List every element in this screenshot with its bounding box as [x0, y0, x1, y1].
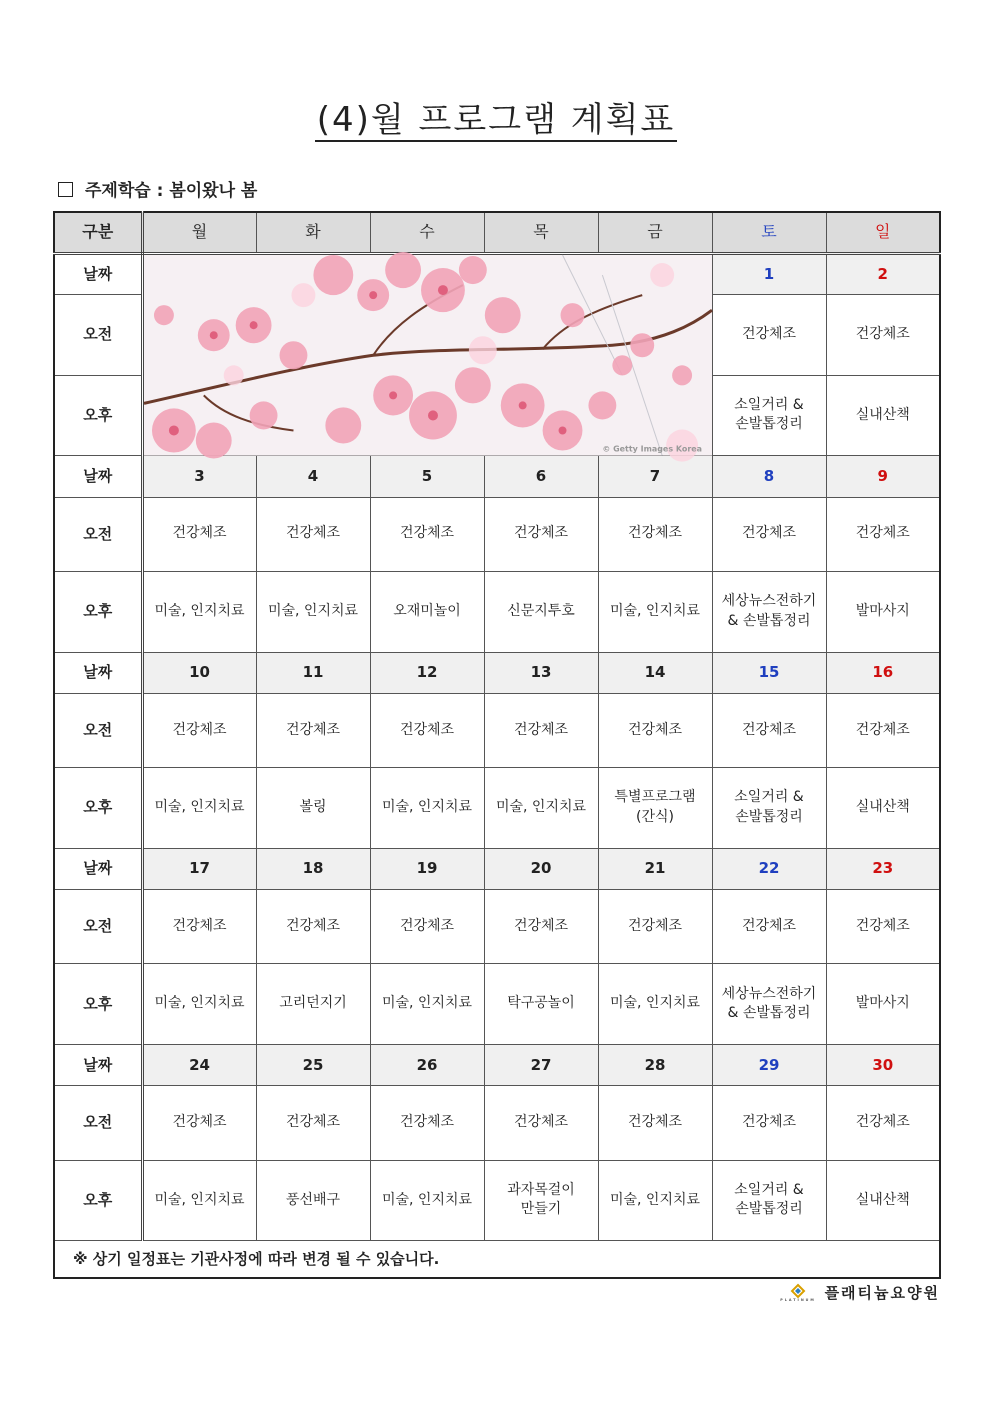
- morning-activity: 건강체조: [598, 889, 712, 963]
- schedule-note: ※ 상기 일정표는 기관사정에 따라 변경 될 수 있습니다.: [54, 1241, 940, 1278]
- date-cell: 4: [256, 456, 370, 497]
- morning-row: [54, 497, 940, 571]
- date-cell: 11: [256, 652, 370, 693]
- row-label-afternoon: 오후: [54, 1160, 142, 1241]
- afternoon-activity: 소일거리 & 손발톱정리: [712, 768, 826, 849]
- row-label-date: 날짜: [54, 652, 142, 693]
- date-cell: 12: [370, 652, 484, 693]
- date-cell: 7: [598, 456, 712, 497]
- date-cell: 10: [142, 652, 256, 693]
- afternoon-activity: 풍선배구: [256, 1160, 370, 1241]
- morning-row: [54, 1086, 940, 1160]
- afternoon-activity: 볼링: [256, 768, 370, 849]
- afternoon-row: [54, 1160, 940, 1241]
- afternoon-activity: 미술, 인지치료: [598, 572, 712, 653]
- afternoon-row: [54, 572, 940, 653]
- morning-activity: 건강체조: [712, 497, 826, 571]
- checkbox-square-icon: [58, 182, 73, 197]
- morning-activity: 건강체조: [370, 497, 484, 571]
- date-cell: 8: [712, 456, 826, 497]
- afternoon-activity: 오재미놀이: [370, 572, 484, 653]
- afternoon-activity: 미술, 인지치료: [370, 964, 484, 1045]
- morning-row: [54, 889, 940, 963]
- morning-activity: 건강체조: [142, 889, 256, 963]
- afternoon-activity: 과자목걸이 만들기: [484, 1160, 598, 1241]
- row-label-date: 날짜: [54, 1044, 142, 1085]
- afternoon-activity: 미술, 인지치료: [370, 768, 484, 849]
- afternoon-activity: 소일거리 & 손발톱정리: [712, 375, 826, 456]
- row-label-date: 날짜: [54, 253, 142, 294]
- morning-activity: 건강체조: [826, 295, 940, 376]
- row-label-afternoon: 오후: [54, 768, 142, 849]
- date-cell: 22: [712, 848, 826, 889]
- morning-activity: 건강체조: [598, 693, 712, 767]
- afternoon-activity: 소일거리 & 손발톱정리: [712, 1160, 826, 1241]
- morning-activity: 건강체조: [484, 889, 598, 963]
- morning-activity: 건강체조: [712, 295, 826, 376]
- date-cell: 24: [142, 1044, 256, 1085]
- footer: [779, 1282, 940, 1303]
- morning-activity: 건강체조: [256, 497, 370, 571]
- afternoon-activity: 미술, 인지치료: [142, 572, 256, 653]
- morning-activity: 건강체조: [484, 1086, 598, 1160]
- afternoon-row: [54, 964, 940, 1045]
- morning-activity: 건강체조: [484, 497, 598, 571]
- date-cell: 3: [142, 456, 256, 497]
- afternoon-activity: 미술, 인지치료: [598, 1160, 712, 1241]
- date-cell: 17: [142, 848, 256, 889]
- afternoon-activity: 미술, 인지치료: [370, 1160, 484, 1241]
- afternoon-activity: 실내산책: [826, 768, 940, 849]
- header-row: [54, 212, 940, 253]
- afternoon-activity: 특별프로그램 (간식): [598, 768, 712, 849]
- day-header: 화: [256, 212, 370, 253]
- date-cell: 16: [826, 652, 940, 693]
- row-label-morning: 오전: [54, 1086, 142, 1160]
- morning-activity: 건강체조: [826, 693, 940, 767]
- afternoon-activity: 세상뉴스전하기 & 손발톱정리: [712, 964, 826, 1045]
- date-cell: 20: [484, 848, 598, 889]
- day-header: 월: [142, 212, 256, 253]
- morning-activity: 건강체조: [484, 693, 598, 767]
- morning-activity: 건강체조: [826, 497, 940, 571]
- subject-text: 주제학습 : 봄이왔나 봄: [85, 181, 258, 201]
- date-cell: 30: [826, 1044, 940, 1085]
- day-header: 일: [826, 212, 940, 253]
- afternoon-activity: 미술, 인지치료: [484, 768, 598, 849]
- afternoon-activity: 발마사지: [826, 572, 940, 653]
- afternoon-activity: 미술, 인지치료: [598, 964, 712, 1045]
- morning-activity: 건강체조: [370, 1086, 484, 1160]
- note-row: [54, 1241, 940, 1278]
- row-label-morning: 오전: [54, 889, 142, 963]
- date-cell: 19: [370, 848, 484, 889]
- date-row: [54, 253, 940, 294]
- cherry-blossom-image-icon: [144, 255, 712, 456]
- afternoon-activity: 세상뉴스전하기 & 손발톱정리: [712, 572, 826, 653]
- svg-text:PLATINUM: PLATINUM: [779, 1297, 816, 1302]
- morning-activity: 건강체조: [598, 1086, 712, 1160]
- morning-activity: 건강체조: [256, 693, 370, 767]
- row-label-date: 날짜: [54, 848, 142, 889]
- row-label-afternoon: 오후: [54, 964, 142, 1045]
- svg-text:© Getty Images Korea: © Getty Images Korea: [601, 444, 702, 454]
- afternoon-activity: 실내산책: [826, 1160, 940, 1241]
- row-label-morning: 오전: [54, 693, 142, 767]
- morning-activity: 건강체조: [256, 889, 370, 963]
- morning-activity: 건강체조: [142, 497, 256, 571]
- row-label-date: 날짜: [54, 456, 142, 497]
- header-label: 구분: [54, 212, 142, 253]
- morning-activity: 건강체조: [142, 1086, 256, 1160]
- afternoon-activity: 고리던지기: [256, 964, 370, 1045]
- morning-activity: 건강체조: [712, 1086, 826, 1160]
- morning-activity: 건강체조: [598, 497, 712, 571]
- afternoon-activity: 실내산책: [826, 375, 940, 456]
- organization-name: 플래티늄요양원: [824, 1284, 940, 1302]
- date-cell: 6: [484, 456, 598, 497]
- date-cell: 18: [256, 848, 370, 889]
- date-cell: 26: [370, 1044, 484, 1085]
- date-cell: 28: [598, 1044, 712, 1085]
- date-cell: 27: [484, 1044, 598, 1085]
- date-cell: 13: [484, 652, 598, 693]
- date-cell: 23: [826, 848, 940, 889]
- afternoon-activity: 미술, 인지치료: [256, 572, 370, 653]
- date-cell: 25: [256, 1044, 370, 1085]
- row-label-afternoon: 오후: [54, 572, 142, 653]
- date-cell: 15: [712, 652, 826, 693]
- day-header: 금: [598, 212, 712, 253]
- date-cell: 5: [370, 456, 484, 497]
- row-label-morning: 오전: [54, 295, 142, 376]
- date-row: [54, 652, 940, 693]
- morning-activity: 건강체조: [712, 693, 826, 767]
- date-cell: 29: [712, 1044, 826, 1085]
- day-header: 토: [712, 212, 826, 253]
- morning-row: [54, 693, 940, 767]
- date-cell: 2: [826, 253, 940, 294]
- afternoon-activity: 미술, 인지치료: [142, 768, 256, 849]
- day-header: 목: [484, 212, 598, 253]
- date-cell: 1: [712, 253, 826, 294]
- date-cell: 21: [598, 848, 712, 889]
- afternoon-row: [54, 768, 940, 849]
- morning-activity: 건강체조: [142, 693, 256, 767]
- morning-activity: 건강체조: [370, 889, 484, 963]
- cherry-blossom-photo: [142, 253, 712, 456]
- morning-activity: 건강체조: [826, 889, 940, 963]
- date-row: [54, 848, 940, 889]
- morning-activity: 건강체조: [370, 693, 484, 767]
- date-row: [54, 456, 940, 497]
- row-label-morning: 오전: [54, 497, 142, 571]
- date-cell: 9: [826, 456, 940, 497]
- afternoon-activity: 미술, 인지치료: [142, 964, 256, 1045]
- morning-activity: 건강체조: [256, 1086, 370, 1160]
- date-row: [54, 1044, 940, 1085]
- page-title: (4)월 프로그램 계획표: [316, 100, 676, 140]
- schedule-table: [53, 211, 941, 1279]
- date-cell: 14: [598, 652, 712, 693]
- afternoon-activity: 미술, 인지치료: [142, 1160, 256, 1241]
- day-header: 수: [370, 212, 484, 253]
- row-label-afternoon: 오후: [54, 375, 142, 456]
- afternoon-activity: 발마사지: [826, 964, 940, 1045]
- morning-activity: 건강체조: [712, 889, 826, 963]
- afternoon-activity: 탁구공놀이: [484, 964, 598, 1045]
- subject-line: [58, 176, 257, 201]
- organization-logo-icon: [779, 1284, 816, 1302]
- afternoon-activity: 신문지투호: [484, 572, 598, 653]
- morning-activity: 건강체조: [826, 1086, 940, 1160]
